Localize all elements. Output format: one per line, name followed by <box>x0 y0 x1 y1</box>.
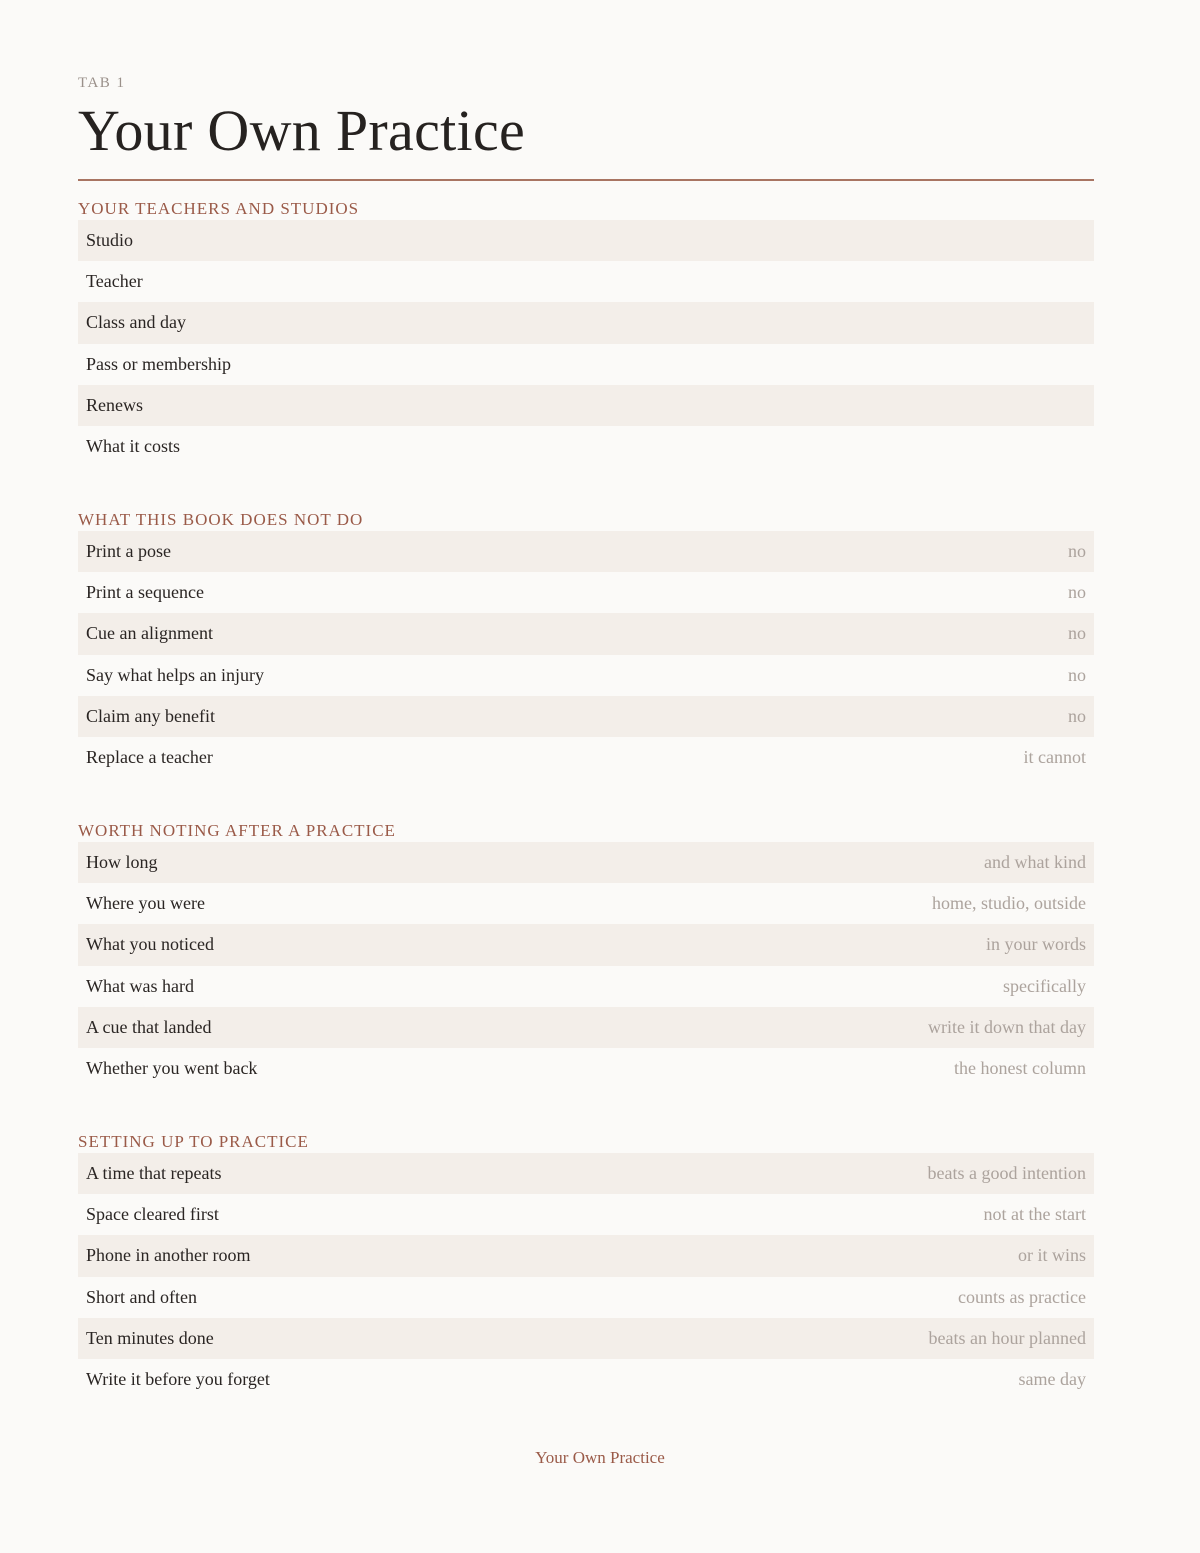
table-row <box>78 842 1094 883</box>
row-label: Write it before you forget <box>86 1369 270 1390</box>
row-label: What it costs <box>86 436 180 457</box>
table-row <box>78 737 1094 778</box>
table-row <box>78 344 1094 385</box>
row-label: Print a sequence <box>86 582 204 603</box>
row-label: Short and often <box>86 1286 197 1307</box>
row-label: A cue that landed <box>86 1016 212 1037</box>
table-row <box>78 1235 1094 1276</box>
table-row <box>78 924 1094 965</box>
row-value: beats an hour planned <box>928 1327 1086 1348</box>
row-label: Class and day <box>86 312 186 333</box>
section-heading: WHAT THIS BOOK DOES NOT DO <box>78 510 364 529</box>
section-teachers-studios <box>78 198 1094 467</box>
table-row <box>78 261 1094 302</box>
table-row <box>78 1007 1094 1048</box>
table-row <box>78 220 1094 261</box>
row-label: Renews <box>86 394 143 415</box>
row-value: counts as practice <box>958 1286 1086 1307</box>
row-value: the honest column <box>954 1058 1086 1079</box>
row-label: Pass or membership <box>86 353 231 374</box>
section-book-limits <box>78 509 1094 778</box>
table-row <box>78 572 1094 613</box>
row-value: beats a good intention <box>927 1163 1086 1184</box>
table-row <box>78 1318 1094 1359</box>
table-row <box>78 1194 1094 1235</box>
table-row <box>78 883 1094 924</box>
row-value: no <box>1068 582 1086 603</box>
section-heading: WORTH NOTING AFTER A PRACTICE <box>78 821 396 840</box>
row-label: What you noticed <box>86 934 214 955</box>
row-value: no <box>1068 541 1086 562</box>
row-label: Space cleared first <box>86 1204 219 1225</box>
row-label: Whether you went back <box>86 1058 258 1079</box>
row-label: Ten minutes done <box>86 1327 214 1348</box>
row-label: Print a pose <box>86 541 171 562</box>
row-label: Cue an alignment <box>86 623 213 644</box>
row-label: How long <box>86 852 158 873</box>
row-value: no <box>1068 705 1086 726</box>
table-row <box>78 1153 1094 1194</box>
section-heading: YOUR TEACHERS AND STUDIOS <box>78 199 360 218</box>
title-divider <box>78 179 1094 181</box>
row-value: and what kind <box>984 852 1086 873</box>
row-label: Replace a teacher <box>86 747 213 768</box>
table-row <box>78 531 1094 572</box>
tab-label: TAB 1 <box>78 75 126 91</box>
section-heading: SETTING UP TO PRACTICE <box>78 1132 309 1151</box>
row-value: no <box>1068 664 1086 685</box>
row-value: no <box>1068 623 1086 644</box>
table-row <box>78 1277 1094 1318</box>
row-label: Teacher <box>86 271 143 292</box>
table-row <box>78 966 1094 1007</box>
row-value: write it down that day <box>928 1016 1086 1037</box>
row-label: What was hard <box>86 975 194 996</box>
row-value: it cannot <box>1023 747 1086 768</box>
row-value: in your words <box>986 934 1086 955</box>
row-label: Claim any benefit <box>86 705 215 726</box>
section-setting-up <box>78 1131 1094 1400</box>
row-value: same day <box>1018 1369 1086 1390</box>
row-value: or it wins <box>1017 1245 1086 1266</box>
row-label: Say what helps an injury <box>86 664 264 685</box>
row-label: A time that repeats <box>86 1163 222 1184</box>
row-value: home, studio, outside <box>932 893 1086 914</box>
section-after-practice <box>78 820 1094 1089</box>
table-row <box>78 613 1094 654</box>
row-label: Phone in another room <box>86 1245 251 1266</box>
table-row <box>78 1359 1094 1400</box>
table-row <box>78 302 1094 343</box>
row-label: Studio <box>86 230 134 251</box>
row-value: specifically <box>1003 975 1086 996</box>
table-row <box>78 426 1094 467</box>
table-row <box>78 385 1094 426</box>
page-footer: Your Own Practice <box>535 1448 665 1467</box>
page-title: Your Own Practice <box>78 98 526 163</box>
table-row <box>78 1048 1094 1089</box>
row-value: not at the start <box>983 1204 1086 1225</box>
table-row <box>78 655 1094 696</box>
table-row <box>78 696 1094 737</box>
row-label: Where you were <box>86 893 205 914</box>
